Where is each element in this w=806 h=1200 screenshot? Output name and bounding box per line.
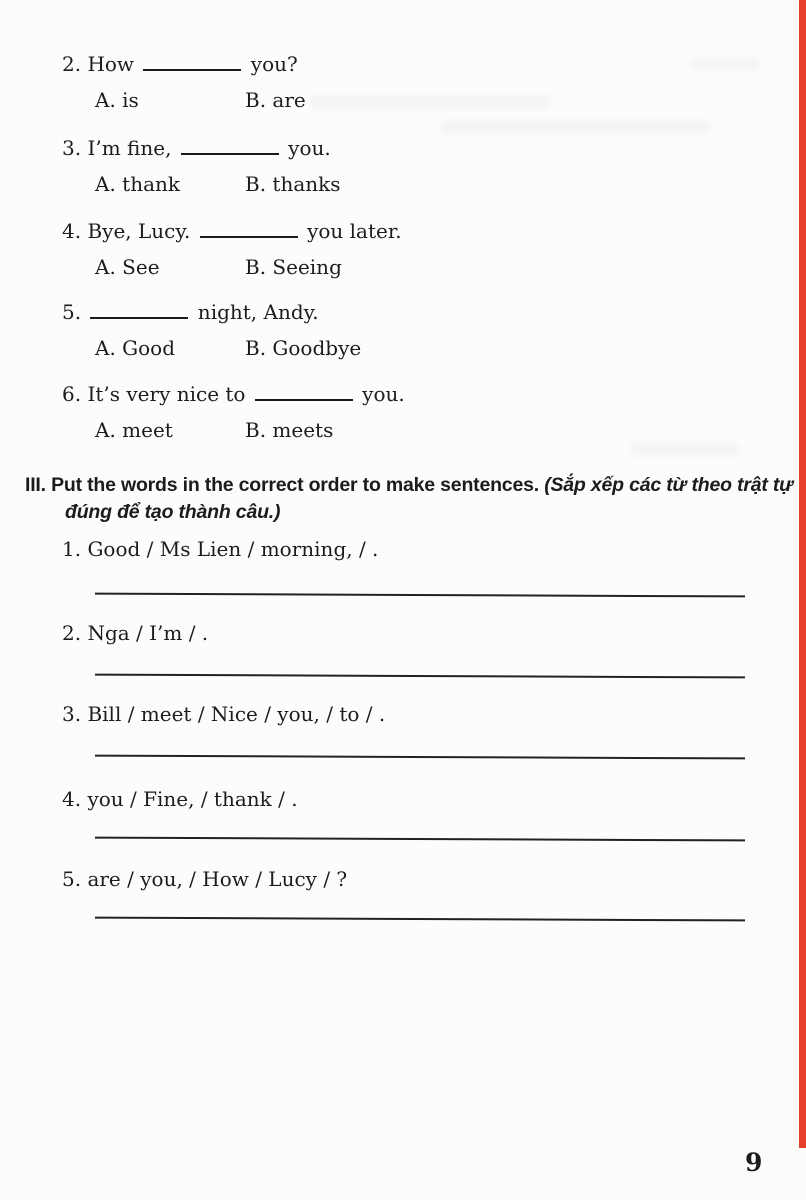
option-a: A. Good (95, 336, 176, 360)
question-post-text: you? (244, 52, 298, 76)
item-number: 4. (62, 787, 82, 811)
item-number: 2. (62, 621, 82, 645)
options-row (95, 336, 762, 361)
question-4 (62, 218, 762, 280)
option-a: A. thank (95, 172, 180, 196)
question-pre-text: It’s very nice to (81, 382, 252, 406)
question-text (62, 51, 762, 77)
option-a: A. is (95, 88, 139, 112)
question-number: 2. (62, 52, 82, 76)
answer-blank (181, 139, 279, 155)
answer-line (95, 755, 745, 760)
order-item-5 (62, 866, 762, 892)
section-3-heading (25, 472, 806, 526)
answer-line (95, 674, 745, 679)
question-pre-text: How (81, 52, 141, 76)
item-text: are / you, / How / Lucy / ? (81, 867, 348, 891)
question-2 (62, 51, 762, 113)
section-title-english: Put the words in the correct order to make sentences. (51, 474, 539, 496)
order-item-3 (62, 701, 762, 727)
answer-blank (143, 55, 241, 71)
order-item-1 (62, 536, 762, 562)
question-number: 6. (62, 382, 82, 406)
question-text (62, 299, 762, 325)
section-title-vietnamese: (Sắp xếp các từ theo trật tự đúng để tạo thành câu.) (65, 474, 793, 523)
item-text: you / Fine, / thank / . (81, 787, 298, 811)
question-post-text: you. (281, 136, 331, 160)
scan-edge-bar (799, 0, 806, 1148)
item-number: 3. (62, 702, 82, 726)
options-row (95, 172, 762, 197)
question-pre-text: I’m fine, (81, 136, 178, 160)
options-row (95, 418, 762, 443)
options-row (95, 88, 762, 113)
answer-line (95, 593, 745, 598)
question-pre-text: Bye, Lucy. (81, 219, 197, 243)
question-5 (62, 299, 762, 361)
question-6 (62, 381, 762, 443)
question-post-text: night, Andy. (191, 300, 319, 324)
bleed-through-artifact (630, 443, 740, 456)
option-b: B. are (245, 88, 306, 112)
question-3 (62, 135, 762, 197)
item-text: Nga / I’m / . (81, 621, 209, 645)
question-text (62, 381, 762, 407)
question-number: 4. (62, 219, 82, 243)
bleed-through-artifact (440, 120, 710, 134)
option-b: B. Seeing (245, 255, 342, 279)
order-item-4 (62, 786, 762, 812)
question-text (62, 135, 762, 161)
question-number: 3. (62, 136, 82, 160)
section-roman-numeral: III. (25, 474, 46, 496)
question-number: 5. (62, 300, 82, 324)
option-a: A. meet (95, 418, 173, 442)
order-item-2 (62, 620, 762, 646)
question-post-text: you later. (300, 219, 402, 243)
answer-blank (200, 222, 298, 238)
question-text (62, 218, 762, 244)
item-text: Bill / meet / Nice / you, / to / . (81, 702, 386, 726)
option-b: B. thanks (245, 172, 341, 196)
options-row (95, 255, 762, 280)
option-a: A. See (95, 255, 160, 279)
page-number: 9 (745, 1148, 763, 1177)
answer-blank (255, 385, 353, 401)
option-b: B. Goodbye (245, 336, 362, 360)
answer-line (95, 837, 745, 842)
item-number: 5. (62, 867, 82, 891)
option-b: B. meets (245, 418, 334, 442)
item-text: Good / Ms Lien / morning, / . (81, 537, 379, 561)
answer-blank (90, 303, 188, 319)
item-number: 1. (62, 537, 82, 561)
question-post-text: you. (355, 382, 405, 406)
question-pre-text (81, 300, 87, 324)
answer-line (95, 917, 745, 922)
